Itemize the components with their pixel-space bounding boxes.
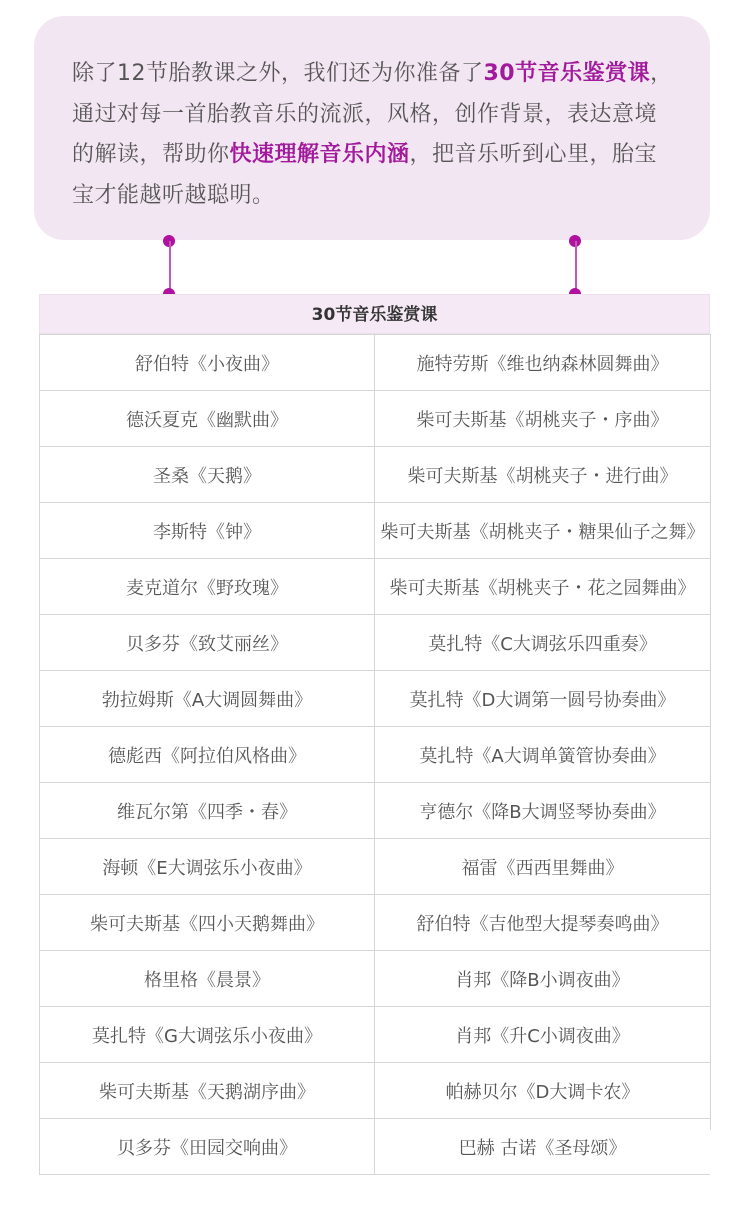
course-cell: 海顿《E大调弦乐小夜曲》: [40, 839, 375, 895]
table-row: [40, 1007, 711, 1063]
course-cell: 福雷《西西里舞曲》: [375, 839, 711, 895]
course-cell: 贝多芬《致艾丽丝》: [40, 615, 375, 671]
table-row: [40, 503, 711, 559]
table-row: [40, 1063, 711, 1119]
course-cell: 麦克道尔《野玫瑰》: [40, 559, 375, 615]
course-cell: 李斯特《钟》: [40, 503, 375, 559]
intro-highlight-courses: 30节音乐鉴赏课: [483, 61, 651, 86]
course-cell: 施特劳斯《维也纳森林圆舞曲》: [375, 335, 711, 391]
table-row: [40, 1119, 711, 1175]
course-cell: 柴可夫斯基《胡桃夹子・糖果仙子之舞》: [375, 503, 711, 559]
table-row: [40, 783, 711, 839]
table-row: [40, 335, 711, 391]
intro-text-part2: ，通过对每一首胎教音乐的流派，风格，创作背景，表达意境的解读，帮助你: [72, 61, 673, 167]
intro-text: [72, 54, 674, 216]
course-cell: 肖邦《降B小调夜曲》: [375, 951, 711, 1007]
course-cell: 柴可夫斯基《胡桃夹子・花之园舞曲》: [375, 559, 711, 615]
intro-highlight-understanding: 快速理解音乐内涵: [229, 142, 410, 167]
course-table: [39, 294, 710, 1175]
course-cell: 亨德尔《降B大调竖琴协奏曲》: [375, 783, 711, 839]
table-row: [40, 391, 711, 447]
course-cell: 莫扎特《G大调弦乐小夜曲》: [40, 1007, 375, 1063]
intro-box: [34, 16, 710, 240]
intro-text-part1: 除了12节胎教课之外，我们还为你准备了: [72, 61, 484, 86]
connector-line: [575, 241, 577, 293]
course-cell: 莫扎特《A大调单簧管协奏曲》: [375, 727, 711, 783]
course-cell: 贝多芬《田园交响曲》: [40, 1119, 375, 1175]
table-title: 30节音乐鉴赏课: [39, 294, 710, 334]
course-cell: 德沃夏克《幽默曲》: [40, 391, 375, 447]
course-cell: 莫扎特《C大调弦乐四重奏》: [375, 615, 711, 671]
course-cell: 莫扎特《D大调第一圆号协奏曲》: [375, 671, 711, 727]
course-cell: 舒伯特《小夜曲》: [40, 335, 375, 391]
course-grid: [39, 334, 711, 1175]
table-row: [40, 895, 711, 951]
course-cell: 柴可夫斯基《天鹅湖序曲》: [40, 1063, 375, 1119]
course-cell: 肖邦《升C小调夜曲》: [375, 1007, 711, 1063]
table-row: [40, 727, 711, 783]
course-cell: 柴可夫斯基《四小天鹅舞曲》: [40, 895, 375, 951]
course-cell: 柴可夫斯基《胡桃夹子・进行曲》: [375, 447, 711, 503]
course-cell: 柴可夫斯基《胡桃夹子・序曲》: [375, 391, 711, 447]
table-row: [40, 671, 711, 727]
course-cell: 舒伯特《吉他型大提琴奏鸣曲》: [375, 895, 711, 951]
course-cell: 巴赫 古诺《圣母颂》: [375, 1119, 711, 1175]
table-row: [40, 447, 711, 503]
course-cell: 格里格《晨景》: [40, 951, 375, 1007]
right-connector: [570, 235, 580, 299]
intro-text-part3: ，把音乐听到心里，胎宝宝才能越听越聪明。: [72, 142, 658, 208]
course-cell: 德彪西《阿拉伯风格曲》: [40, 727, 375, 783]
table-row: [40, 839, 711, 895]
left-connector: [164, 235, 174, 299]
course-cell: 维瓦尔第《四季・春》: [40, 783, 375, 839]
table-edge-mask: [645, 1177, 715, 1187]
course-cell: 圣桑《天鹅》: [40, 447, 375, 503]
course-cell: 帕赫贝尔《D大调卡农》: [375, 1063, 711, 1119]
table-row: [40, 559, 711, 615]
table-row: [40, 951, 711, 1007]
course-cell: 勃拉姆斯《A大调圆舞曲》: [40, 671, 375, 727]
table-row: [40, 615, 711, 671]
connector-line: [169, 241, 171, 293]
